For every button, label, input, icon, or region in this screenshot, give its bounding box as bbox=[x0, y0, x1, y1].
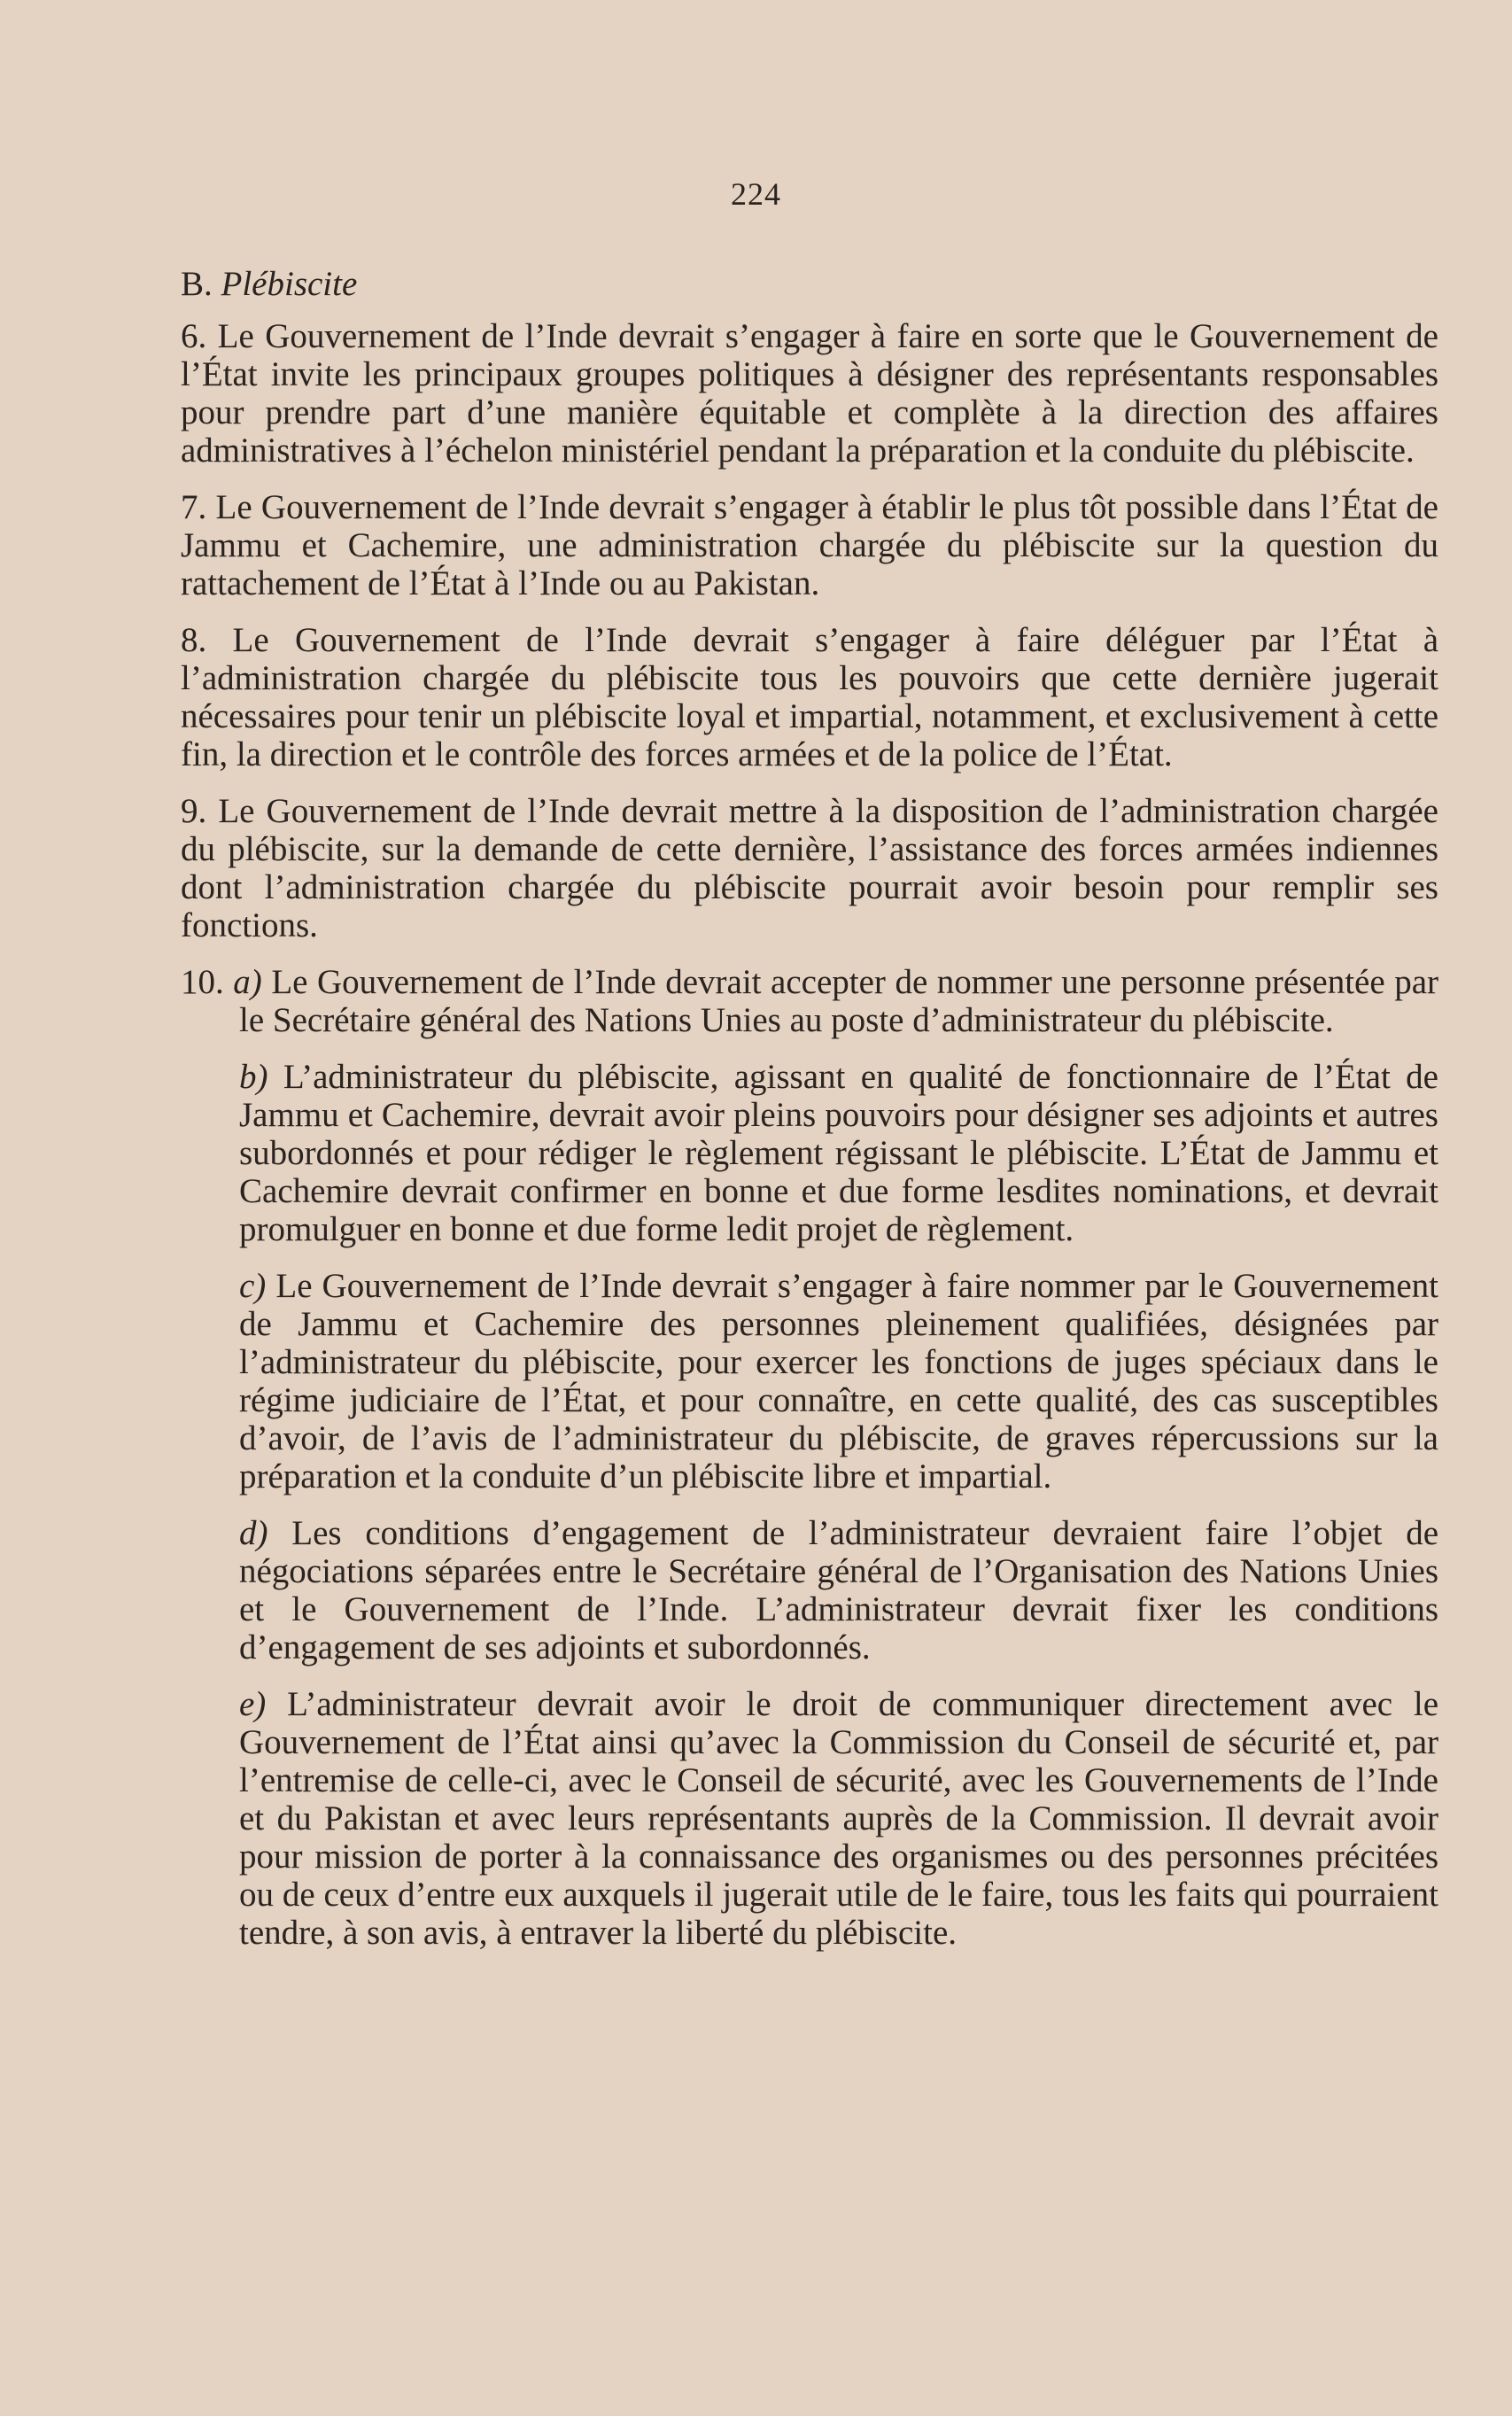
paragraph-10e bbox=[239, 1685, 1438, 1952]
paragraph-number: 6. bbox=[181, 317, 207, 355]
paragraph-text: Le Gouvernement de l’Inde devrait s’engager à établir le plus tôt possible dans l’État de Jammu et Cachemire, une administration chargée du plébiscite sur la question du rattachement de l’État à l’Inde ou au Pakistan. bbox=[181, 488, 1438, 602]
paragraph-text: Le Gouvernement de l’Inde devrait s’engager à faire en sorte que le Gouvernement de l’État invite les principaux groupes politiques à désigner des représentants responsables pour prendre part d’une manière équitable et complète à la direction des affaires administratives à l’échelon ministériel pendant la préparation et la conduite du plébiscite. bbox=[181, 317, 1438, 470]
paragraph-number: 8. bbox=[181, 621, 207, 659]
item-label: d) bbox=[239, 1514, 268, 1552]
item-label: b) bbox=[239, 1058, 268, 1096]
paragraph-text: Le Gouvernement de l’Inde devrait s’engager à faire déléguer par l’État à l’administration chargée du plébiscite tous les pouvoirs que cette dernière jugerait nécessaires pour tenir un plébiscite loyal et impartial, notamment, et exclusivement à cette fin, la direction et le contrôle des forces armées et de la police de l’État. bbox=[181, 621, 1438, 773]
section-title: Plébiscite bbox=[221, 265, 358, 303]
paragraph-9 bbox=[181, 792, 1438, 944]
paragraph-10c bbox=[239, 1267, 1438, 1495]
item-text: L’administrateur du plébiscite, agissant en qualité de fonctionnaire de l’État de Jammu et Cachemire, devrait avoir pleins pouvoirs pour désigner ses adjoints et autres subordonnés et pour rédiger le règlement régissant le plébiscite. L’État de Jammu et Cachemire devrait confirmer en bonne et due forme lesdites nominations, et devrait promulguer en bonne et due forme ledit projet de règlement. bbox=[239, 1058, 1438, 1248]
paragraph-text: Le Gouvernement de l’Inde devrait mettre à la disposition de l’administration chargée du plébiscite, sur la demande de cette dernière, l’assistance des forces armées indiennes dont l’administration chargée du plébiscite pourrait avoir besoin pour remplir ses fonctions. bbox=[181, 792, 1438, 944]
item-label: c) bbox=[239, 1267, 267, 1305]
paragraph-10b bbox=[239, 1058, 1438, 1248]
paragraph-6 bbox=[181, 317, 1438, 470]
paragraph-7 bbox=[181, 488, 1438, 602]
item-text: Le Gouvernement de l’Inde devrait s’engager à faire nommer par le Gouvernement de Jammu et Cachemire des personnes pleinement qualifiées, désignées par l’administrateur du plébiscite, pour exercer les fonctions de juges spéciaux dans le régime judiciaire de l’État, et pour connaître, en cette qualité, des cas susceptibles d’avoir, de l’avis de l’administrateur du plébiscite, de graves répercussions sur la préparation et la conduite d’un plébiscite libre et impartial. bbox=[239, 1267, 1438, 1495]
item-text: Les conditions d’engagement de l’administrateur devraient faire l’objet de négociations séparées entre le Secrétaire général de l’Organisation des Nations Unies et le Gouvernement de l’Inde. L’administrateur devrait fixer les conditions d’engagement de ses adjoints et subordonnés. bbox=[239, 1514, 1439, 1666]
paragraph-number: 7. bbox=[181, 488, 207, 526]
item-label: a) bbox=[233, 963, 262, 1001]
item-text: L’administrateur devrait avoir le droit de communiquer directement avec le Gouvernement de l’État ainsi qu’avec la Commission du Conseil de sécurité et, par l’entremise de celle-ci, avec le Conseil de sécurité, avec les Gouvernements de l’Inde et du Pakistan et avec leurs représentants auprès de la Commission. Il devrait avoir pour mission de porter à la connaissance des organismes ou des personnes précitées ou de ceux d’entre eux auxquels il jugerait utile de le faire, tous les faits qui pourraient tendre, à son avis, à entraver la liberté du plébiscite. bbox=[239, 1685, 1438, 1952]
paragraph-10d bbox=[239, 1514, 1438, 1666]
section-letter: B. bbox=[181, 265, 213, 303]
item-text: Le Gouvernement de l’Inde devrait accepter de nommer une personne présentée par le Secrétaire général des Nations Unies au poste d’administrateur du plébiscite. bbox=[239, 963, 1438, 1039]
paragraph-8 bbox=[181, 621, 1438, 773]
paragraph-10a bbox=[181, 963, 1438, 1039]
paragraph-number: 10. bbox=[181, 963, 224, 1001]
document-body bbox=[181, 317, 1438, 1970]
paragraph-number: 9. bbox=[181, 792, 207, 830]
item-label: e) bbox=[239, 1685, 267, 1723]
section-heading bbox=[181, 264, 357, 304]
page-number: 224 bbox=[731, 176, 781, 212]
